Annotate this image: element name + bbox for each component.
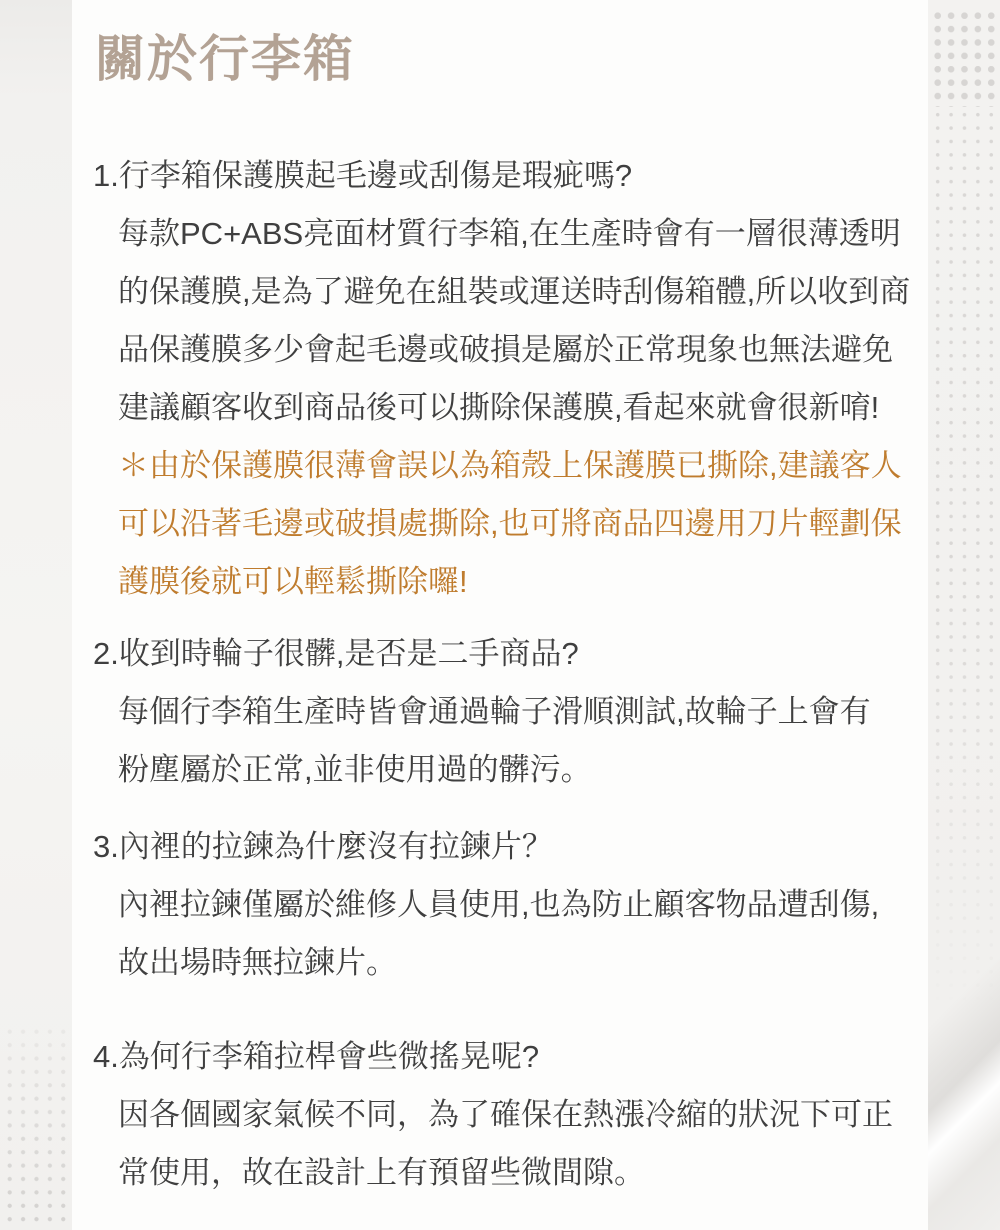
bottom-left-dots-pattern	[3, 1025, 71, 1230]
top-right-dots-pattern-large	[931, 9, 1000, 107]
faq-question-1: 1.行李箱保護膜起毛邊或刮傷是瑕疵嗎?	[93, 158, 633, 193]
faq-item-3	[93, 818, 938, 992]
faq-answer-line: 每款PC+ABS亮面材質行李箱,在生產時會有一層很薄透明	[118, 216, 901, 251]
faq-question-3: 3.內裡的拉鍊為什麼沒有拉鍊片？	[93, 829, 553, 864]
faq-answer-line: 每個行李箱生產時皆會通過輪子滑順測試,故輪子上會有	[118, 694, 871, 729]
faq-question-2: 2.收到時輪子很髒,是否是二手商品?	[93, 636, 579, 671]
faq-item-4	[93, 1028, 938, 1202]
faq-content	[93, 29, 938, 1202]
faq-answer-line: 粉塵屬於正常,並非使用過的髒污。	[118, 752, 592, 787]
faq-note-line: 可以沿著毛邊或破損處撕除,也可將商品四邊用刀片輕劃保	[118, 506, 902, 541]
faq-note-line: ＊由於保護膜很薄會誤以為箱殼上保護膜已撕除,建議客人	[118, 448, 902, 483]
faq-answer-line: 常使用，故在設計上有預留些微間隙。	[118, 1155, 645, 1190]
faq-item-1	[93, 147, 938, 611]
right-margin-strip	[928, 0, 1000, 1230]
faq-item-2	[93, 625, 938, 799]
faq-note-line: 護膜後就可以輕鬆撕除囉!	[118, 564, 468, 599]
faq-answer-line: 的保護膜,是為了避免在組裝或運送時刮傷箱體,所以收到商	[118, 274, 911, 309]
faq-answer-line: 故出場時無拉鍊片。	[118, 945, 397, 980]
faq-answer-line: 品保護膜多少會起毛邊或破損是屬於正常現象也無法避免	[118, 332, 893, 367]
left-margin-strip	[0, 0, 72, 1230]
right-dots-pattern-small	[931, 108, 1000, 1008]
bottom-right-diagonal-sheen	[928, 950, 1000, 1230]
faq-answer-line: 因各個國家氣候不同，為了確保在熱漲冷縮的狀況下可正	[118, 1097, 893, 1132]
faq-answer-line: 內裡拉鍊僅屬於維修人員使用,也為防止顧客物品遭刮傷,	[118, 887, 880, 922]
page-title: 關於行李箱	[95, 29, 355, 88]
faq-question-4: 4.為何行李箱拉桿會些微搖晃呢?	[93, 1039, 540, 1074]
faq-answer-line: 建議顧客收到商品後可以撕除保護膜,看起來就會很新唷!	[118, 390, 880, 425]
